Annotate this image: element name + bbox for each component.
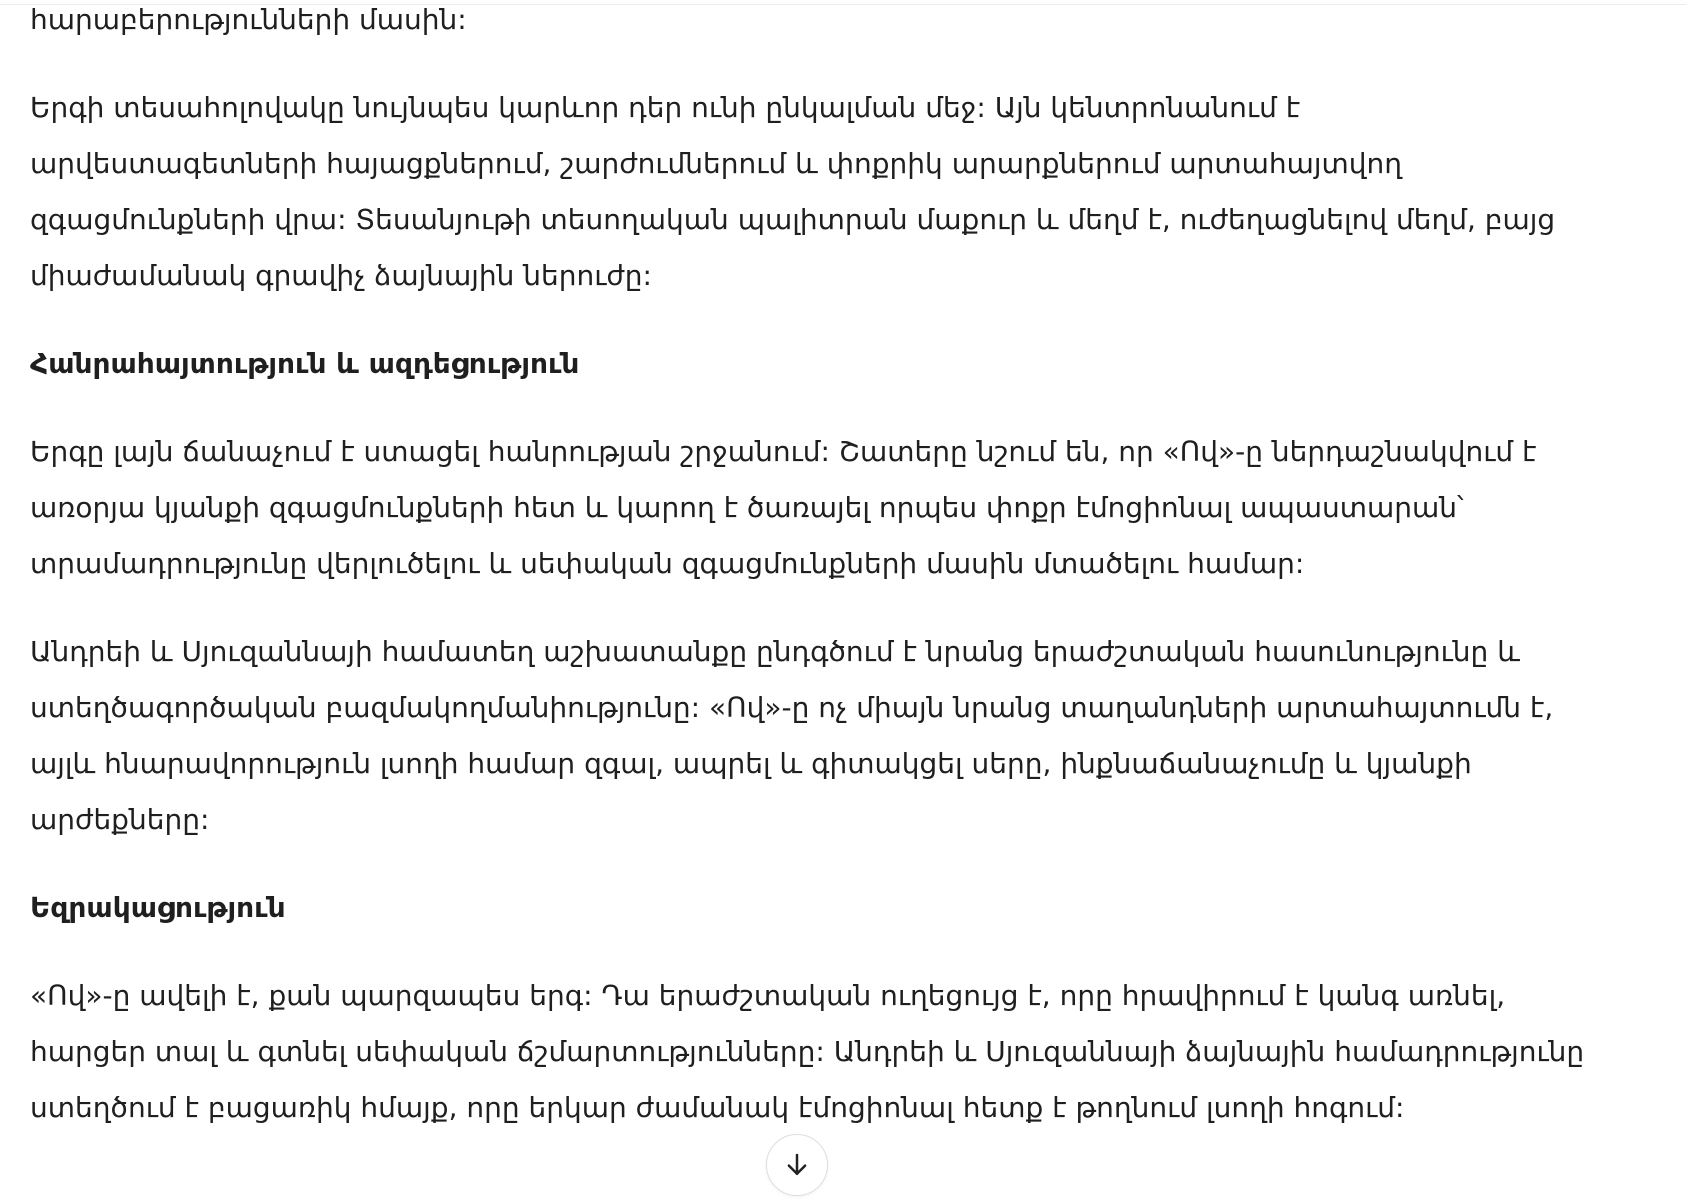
- arrow-down-icon: [782, 1150, 812, 1180]
- paragraph-relations-tail: հարաբերությունների մասին:: [30, 3, 467, 36]
- scroll-to-bottom-button[interactable]: [766, 1134, 828, 1196]
- heading-popularity: Հանրահայտություն և ազդեցություն: [30, 347, 580, 380]
- paragraph-public-reception: Երգը լայն ճանաչում է ստացել հանրության շրջանում: Շատերը նշում են, որ «Ով»-ը ներդաշնակվում է առօրյա կյանքի զգացմունքների հետ և կարող է ծառայել որպես փոքր էմոցիոնալ ապաստարան՝ տրամադրությունը վերլուծելու և սեփական զգացմունքների մասին մտածելու համար:: [30, 435, 1537, 580]
- heading-conclusion: Եզրակացություն: [30, 891, 286, 924]
- paragraph-conclusion: «Ով»-ը ավելի է, քան պարզապես երգ: Դա երաժշտական ուղեցույց է, որը հրավիրում է կանգ առնել, հարցեր տալ և գտնել սեփական ճշմարտությունները: Անդրեի և Սյուզաննայի ձայնային համադրությունը ստեղծում է բացառիկ հմայք, որը երկար ժամանակ էմոցիոնալ հետք է թողնում լսողի հոգում:: [30, 979, 1585, 1124]
- paragraph-music-video: Երգի տեսահոլովակը նույնպես կարևոր դեր ունի ընկալման մեջ: Այն կենտրոնանում է արվեստագետների հայացքներում, շարժումներում և փոքրիկ արարքներում արտահայտվող զգացմունքների վրա: Տեսանյութի տեսողական պալիտրան մաքուր և մեղմ է, ուժեղացնելով մեղմ, բայց միաժամանակ գրավիչ ձայնային ներուժը:: [30, 91, 1556, 292]
- paragraph-collaboration: Անդրեի և Սյուզաննայի համատեղ աշխատանքը ընդգծում է նրանց երաժշտական հասունությունը և ստեղծագործական բազմակողմանիությունը: «Ով»-ը ոչ միայն նրանց տաղանդների արտահայտումն է, այլև հնարավորություն լսողի համար զգալ, ապրել և գիտակցել սերը, ինքնաճանաչումը և կյանքի արժեքները:: [30, 635, 1554, 836]
- chat-message-content: [30, 0, 1590, 1168]
